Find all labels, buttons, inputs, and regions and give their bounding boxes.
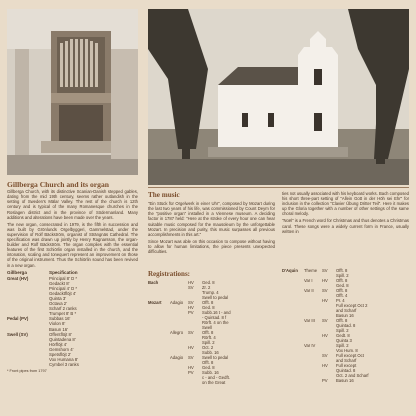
registration-stops: Subb.16 t - and — [202, 310, 231, 315]
registration-division: HV — [188, 345, 194, 350]
registration-stops: on the Great — [202, 380, 226, 385]
music-paragraph: "Ein Stück für Orgelwerk in einer Uhr", composed by Mozart during the last two years of his life, was commissioned by Count Deym for the "positive organ" installed in a Viennese museum. A deciding factor in 1787 held: "Here at the stroke of every hour one can hear suitable music composed for the mausoleum by the unforgettable Mozart. In precision and purity, this music surpasses all previous accomplishments in this art." — [148, 201, 275, 237]
spec-stop: Cymbel 3 ranks — [49, 362, 79, 368]
registration-tempo — [304, 378, 322, 383]
registration-division: PV — [322, 378, 328, 383]
registration-stops: Ged. 8 — [202, 280, 215, 285]
registration-division: SV — [322, 268, 328, 273]
registration-stops: Ged. 8 — [202, 305, 215, 310]
registration-stops: Ged. 8 — [336, 283, 349, 288]
registration-stops: Full except — [336, 363, 357, 368]
spec-stop: Gedacktflöjt 4' — [49, 290, 77, 296]
registration-stops: Full except Oct 2 — [336, 303, 368, 308]
registration-division: SV — [188, 285, 194, 290]
registration-stops: Zr. 2 — [202, 285, 211, 290]
spec-stop: Spetsflöjt 2' — [49, 352, 72, 358]
registration-tempo: Var IV — [304, 343, 316, 348]
registration-division: PV — [188, 370, 194, 375]
church-paragraph-2: The new organ, consecrated in 1979, is the fifth in succession and was built by Grönlunds Orgelbyggeri, Gammelstad, under the supervision of Rolf Bäckström, organist of Strängnäs Cathedral. The specification was drawn up jointly by Henry Ragnarsson, the organ-builder and Rolf Bäckström. The organ complies with the essential features of the first Schiörlin organ installed in the church, and the intonation, scaling and tonequert represent an improvement on those of the original instrument. Thus the Schiörlin sound has been revived in a new organ. — [7, 221, 138, 268]
registration-tempo: Var I — [304, 278, 313, 283]
right-column — [282, 191, 409, 236]
registration-stops: Swell to pedal — [202, 295, 229, 300]
spec-division — [7, 362, 49, 367]
spec-stop: Principal 8' D * — [49, 275, 78, 281]
music-title: The music — [148, 191, 180, 199]
registration-stops: Swell — [202, 325, 213, 330]
registration-stops: Gedt. 8 — [336, 333, 350, 338]
registration-composer — [282, 378, 304, 383]
spec-stop: Quintadena 8' — [49, 336, 76, 342]
registration-tempo: Var III — [304, 318, 315, 323]
church-paragraph-1: Gillberga Church, with its distinctive Scanian-Danish stepped gables, dating from the mid 19th century, seems rather outlandish in the setting of Sweden's Mälar Valley. The rest of the church is 12th century and is typical of the many Romanesque churches in the Roslagen district and in the province of Södermanland. Many additions and alterations have been made over the years. — [7, 189, 138, 220]
footnote: * Front pipes from 1797 — [7, 369, 47, 374]
registration-stops: Offt. 8 — [336, 318, 348, 323]
left-column — [7, 181, 138, 373]
registration-row — [148, 380, 276, 385]
registration-stops: Rörft. 4 — [202, 335, 216, 340]
registration-stops: Offt. 8 — [202, 300, 214, 305]
registration-stops: Basun 16 — [336, 378, 354, 383]
registration-stops: and Scharf — [336, 358, 357, 363]
registration-stops: Offt. 8 — [336, 278, 348, 283]
registration-division: SV — [188, 355, 194, 360]
registration-composer: Mozart — [148, 300, 162, 305]
registration-division: HV — [322, 278, 328, 283]
registration-division: SV — [322, 353, 328, 358]
spec-stop: Quinta 3' — [49, 295, 67, 301]
registration-tempo: Allegro — [170, 330, 184, 335]
registration-stops: Subb. 16 — [202, 370, 219, 375]
registration-stops: c - and - Gedft. — [202, 375, 230, 380]
spec-division: Pedal (PV) — [7, 316, 29, 322]
registration-division: HV — [188, 365, 194, 370]
registration-stops: Subb. 16 — [202, 350, 219, 355]
registration-stops: Pr. 4 — [336, 298, 345, 303]
registration-division: HV — [188, 305, 194, 310]
registration-division: SV — [322, 288, 328, 293]
registration-stops: Quintad. 8 — [336, 368, 356, 373]
registration-stops: Basun 16 — [336, 313, 354, 318]
spec-stop: Subbas 16' — [49, 316, 71, 322]
registration-division: SV — [188, 300, 194, 305]
registration-tempo — [170, 380, 188, 385]
registration-stops: Oct. 2 and Scharf — [336, 373, 369, 378]
registration-division: HV — [322, 298, 328, 303]
registration-stops: Spill. 2 — [202, 340, 215, 345]
music-paragraph-2: Since Mozart was able on this occasion to compose without having to allow for human limitations, the piece presents unexpected difficulties. — [148, 238, 275, 255]
registration-stops: and Scharf — [336, 308, 357, 313]
registration-tempo: Adagio — [170, 355, 184, 360]
registration-row — [282, 378, 409, 383]
church-title: Gillberga Church and its organ — [7, 180, 109, 189]
registration-stops: Offt. 8 — [336, 268, 348, 273]
registration-division: PV — [188, 310, 194, 315]
registration-division: HV — [322, 333, 328, 338]
organ-photo — [7, 9, 138, 175]
right-paragraph: ties not usually associated with his keyboard works. Bach composed his short three-part setting of "Allein Gott in der Höh sei Ehr" for inclusion in the collection "Clavier Übung Dritter Teil". Here it makes up the Gloria together with a number of other settings of the same choral melody. — [282, 191, 409, 217]
spec-row — [7, 362, 138, 367]
registration-composer: Bach — [148, 280, 159, 285]
spec-stop: Basun 16' — [49, 326, 68, 332]
church-photo — [148, 9, 409, 185]
spec-stop: Violon 8' — [49, 321, 66, 327]
registrations-left — [148, 280, 276, 385]
registration-division: SV — [322, 318, 328, 323]
registration-composer: D'Aquin — [282, 268, 298, 273]
registration-division — [188, 380, 202, 385]
registration-tempo: Var II — [304, 288, 314, 293]
registration-stops: Offt. 8 — [202, 360, 214, 365]
spec-stop: Vox Humana 8' — [49, 357, 79, 363]
registration-division: HV — [322, 363, 328, 368]
registration-stops: Spill. 2 — [336, 273, 349, 278]
spec-stop: Gemshorn 4' — [49, 346, 74, 352]
registrations-right — [282, 268, 409, 383]
spec-stop: Gedackt 8' — [49, 280, 70, 286]
registration-stops: Spill. 2 — [336, 343, 349, 348]
registration-stops: Full except Oct — [336, 353, 364, 358]
registration-stops: Offt. 8 — [336, 288, 348, 293]
registration-stops: Offt. 8 — [202, 330, 214, 335]
registration-stops: Trump. 4 — [202, 290, 219, 295]
registration-division: HV — [188, 280, 194, 285]
spec-stop: Trumpet 8' B * — [49, 311, 77, 317]
registration-stops: - Quintad. 8 f — [202, 315, 227, 320]
registration-stops: Offt. 4 — [336, 293, 348, 298]
specification-table — [7, 276, 138, 368]
registration-stops: Oct. 2 — [202, 345, 214, 350]
registration-stops: Rörft. 4 on the — [202, 320, 229, 325]
spec-stop: Hörflöjt 4' — [49, 341, 68, 347]
registration-tempo: Theme — [304, 268, 318, 273]
registration-stops: Quintad. 8 — [336, 323, 356, 328]
spec-stop: Octava 2' — [49, 301, 68, 307]
middle-column — [148, 191, 275, 256]
registration-stops: Swell to pedal — [202, 355, 229, 360]
spec-stop: Principal 4' D * — [49, 285, 78, 291]
divider — [148, 187, 409, 188]
registration-stops: Ged. 8 — [202, 365, 215, 370]
registration-stops: Spill. 2 — [336, 328, 349, 333]
registrations-title: Registrations: — [148, 270, 190, 278]
registration-composer — [148, 380, 170, 385]
right-paragraph-2: "Noël" is a French word for Christmas and thus denotes a Christmas carol. These songs were a widely current form in France, usually written in — [282, 218, 409, 234]
registration-tempo: Adagio — [170, 300, 184, 305]
spec-header: Gillberga Specification — [7, 269, 78, 275]
spec-division: Swell (SV) — [7, 331, 28, 337]
spec-stop: Offentflöjt 8' — [49, 331, 72, 337]
spec-division: Great (HV) — [7, 275, 29, 281]
registration-stops: Quinta 3 — [336, 338, 352, 343]
registration-division: SV — [188, 330, 194, 335]
registration-stops: Vox Hum. 8 — [336, 348, 358, 353]
spec-stop: Scharf 2 ranks — [49, 306, 77, 312]
